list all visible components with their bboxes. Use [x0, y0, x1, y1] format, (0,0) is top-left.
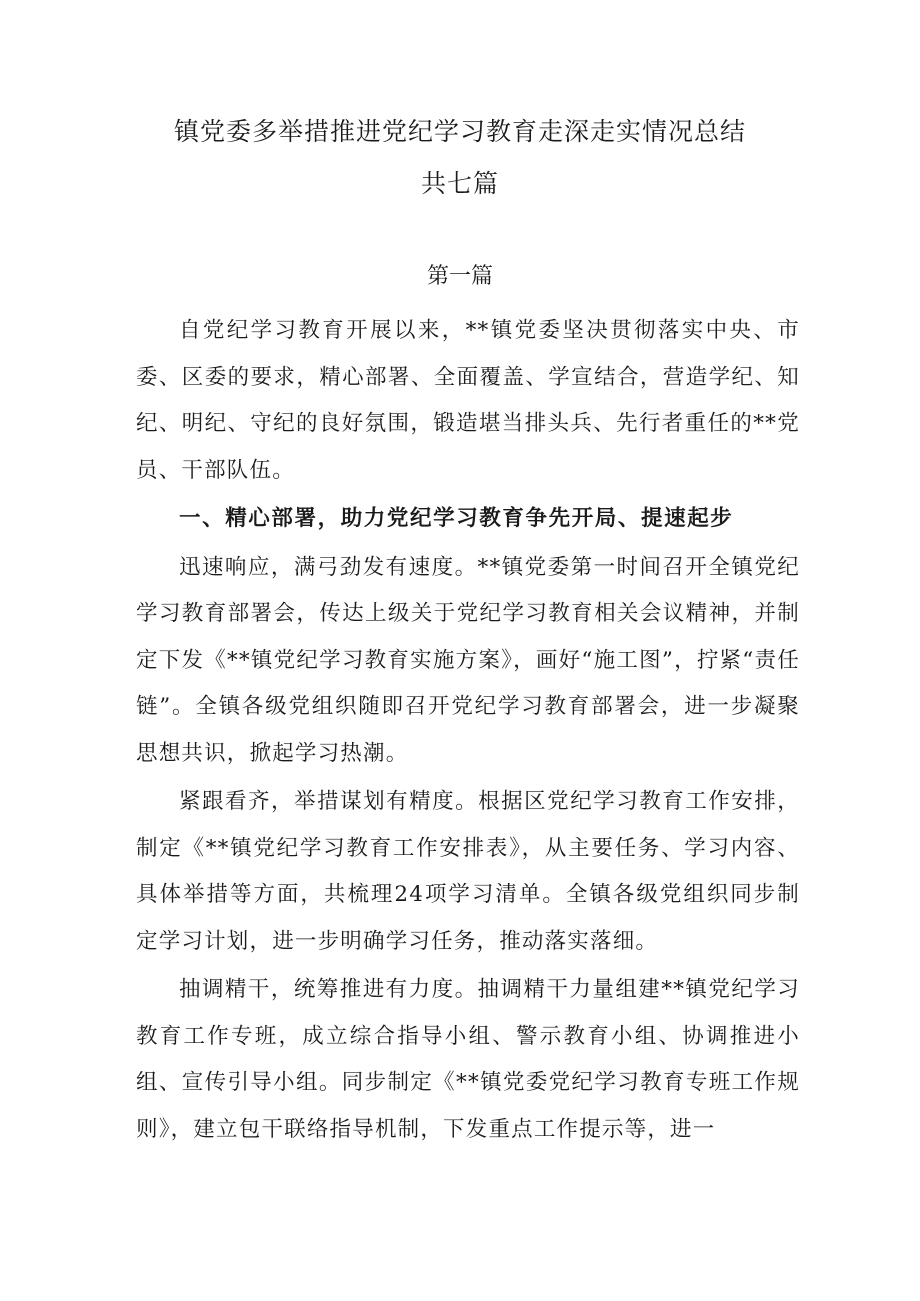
body-paragraph: 抽调精干，统筹推进有力度。抽调精干力量组建**镇党纪学习教育工作专班，成立综合指导小组、警示教育小组、协调推进小组、宣传引导小组。同步制定《**镇党委党纪学习教育专班工作规则》，建立包干联络指导机制，下发重点工作提示等，进一	[136, 977, 800, 1142]
chapter-label: 第一篇	[426, 264, 493, 289]
body-paragraph: 紧跟看齐，举措谋划有精度。根据区党纪学习教育工作安排，制定《**镇党纪学习教育工作安排表》，从主要任务、学习内容、具体举措等方面，共梳理24项学习清单。全镇各级党组织同步制定学习计划，进一步明确学习任务，推动落实落细。	[136, 789, 800, 954]
body-paragraph: 迅速响应，满弓劲发有速度。**镇党委第一时间召开全镇党纪学习教育部署会，传达上级关于党纪学习教育相关会议精神，并制定下发《**镇党纪学习教育实施方案》，画好“施工图”，拧紧“责任链”。全镇各级党组织随即召开党纪学习教育部署会，进一步凝聚思想共识，掀起学习热潮。	[136, 554, 800, 766]
document-subtitle: 共七篇	[420, 169, 499, 198]
document-title: 镇党委多举措推进党纪学习教育走深走实情况总结	[173, 117, 746, 146]
document-body	[136, 308, 800, 1153]
section-heading: 一、精心部署，助力党纪学习教育争先开局、提速起步	[179, 506, 734, 531]
intro-paragraph: 自党纪学习教育开展以来，**镇党委坚决贯彻落实中央、市委、区委的要求，精心部署、全面覆盖、学宣结合，营造学纪、知纪、明纪、守纪的良好氛围，锻造堪当排头兵、先行者重任的**党员、干部队伍。	[136, 318, 800, 483]
